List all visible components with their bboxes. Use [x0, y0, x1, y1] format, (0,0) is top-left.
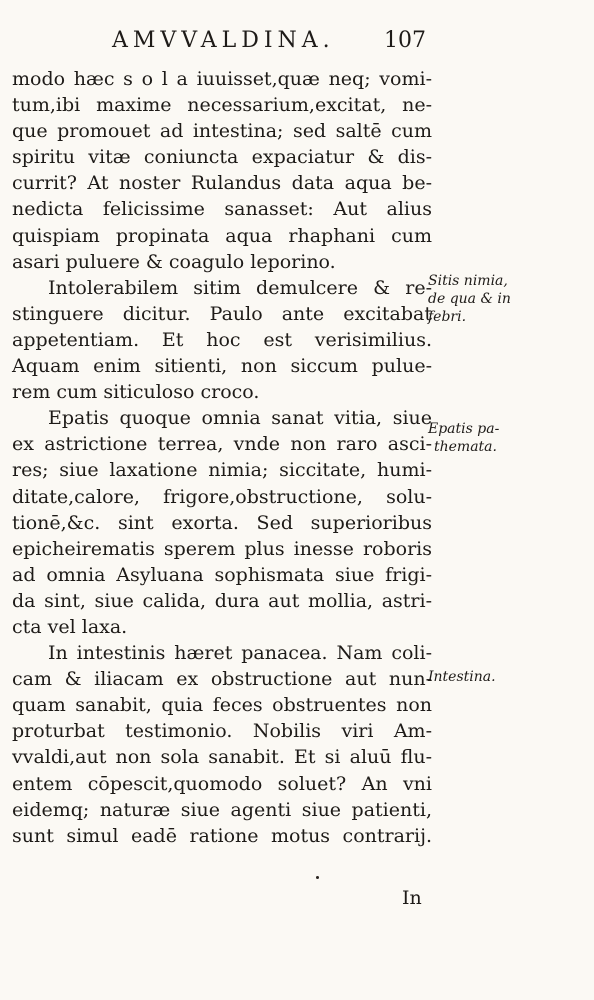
margin-note-line: themata. [434, 439, 497, 455]
text-line: proturbat testimonio. Nobilis viri Am- [12, 720, 432, 743]
page-number: 107 [384, 28, 426, 53]
paragraph-start-line: Intolerabilem sitim demulcere & re- [48, 276, 432, 299]
text-line: Aquam enim sitienti, non siccum pulue- [12, 355, 432, 378]
text-line: tum,ibi maxime necessarium,excitat, ne- [12, 94, 432, 117]
body-text [12, 66, 432, 849]
margin-note-sitis [428, 272, 588, 326]
text-line: asari puluere & coagulo leporino. [12, 250, 336, 273]
text-line: currit? At noster Rulandus data aqua be- [12, 172, 432, 195]
margin-note-line: Epatis pa- [428, 421, 500, 437]
text-line: eidemq; naturæ siue agenti siue patienti, [12, 798, 432, 821]
text-line: stinguere dicitur. Paulo ante excitabat [12, 302, 432, 325]
margin-note-epatis [428, 420, 588, 456]
text-line: nedicta felicissime sanasset: Aut alius [12, 198, 432, 221]
text-line: epicheirematis sperem plus inesse roboris [12, 537, 432, 560]
text-line: vvaldi,aut non sola sanabit. Et si aluū flu- [12, 746, 432, 769]
margin-note-intestina [428, 668, 588, 686]
text-line: quispiam propinata aqua rhaphani cum [12, 224, 432, 247]
paragraph-start-line: Epatis quoque omnia sanat vitia, siue [48, 407, 432, 430]
margin-note-line: de qua & in [428, 291, 511, 307]
text-line: entem cōpescit,quomodo soluet? An vni [12, 772, 432, 795]
ink-dot [316, 876, 319, 879]
text-line: cam & iliacam ex obstructione aut nun- [12, 668, 432, 691]
catchword: In [402, 887, 422, 909]
text-line: sunt simul eadē ratione motus contrarij. [12, 824, 432, 847]
text-line: appetentiam. Et hoc est verisimilius. [12, 328, 432, 351]
text-line: cta vel laxa. [12, 615, 128, 638]
text-line: res; siue laxatione nimia; siccitate, humi- [12, 459, 432, 482]
text-line: quam sanabit, quia feces obstruentes non [12, 694, 432, 717]
text-line: que promouet ad intestina; sed saltē cum [12, 120, 432, 143]
text-line: spiritu vitæ coniuncta expaciatur & dis- [12, 146, 432, 169]
text-line: da sint, siue calida, dura aut mollia, astri- [12, 589, 432, 612]
text-line: modo hæc s o l a iuuisset,quæ neq; vomi- [12, 68, 432, 90]
text-line: tionē,&c. sint exorta. Sed superioribus [12, 511, 432, 534]
text-line: ditate,calore, frigore,obstructione, solu- [12, 485, 432, 508]
text-line: rem cum siticuloso croco. [12, 381, 260, 404]
margin-note-line: febri. [428, 309, 467, 325]
margin-note-line: Intestina. [428, 669, 496, 685]
running-head: AMVVALDINA. [112, 28, 335, 53]
text-line: ad omnia Asyluana sophismata siue frigi- [12, 563, 432, 586]
paragraph-start-line: In intestinis hæret panacea. Nam coli- [48, 642, 432, 665]
margin-note-line: Sitis nimia, [428, 273, 508, 289]
text-line: ex astrictione terrea, vnde non raro asci- [12, 433, 432, 456]
